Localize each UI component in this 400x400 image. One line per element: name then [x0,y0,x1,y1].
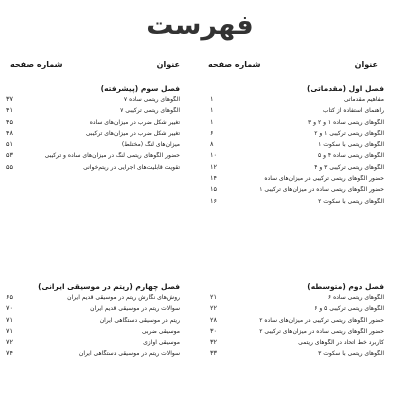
toc-entry-title: موسیقی ضربی [141,327,180,335]
toc-entry-page-number: ۱۵ [210,185,217,194]
chapter-title: فصل دوم (متوسطه) [307,282,384,291]
toc-entry-page-number: ۷۴ [6,349,13,358]
toc-entry-title: الگوهای ریتمی ترکیبی ۱ و ۲ [314,129,384,137]
toc-entry [210,317,386,328]
column-header-right [208,60,378,69]
toc-entry-title: روش‌های نگارش ریتم در موسیقی قدیم ایران [67,294,180,301]
toc-entry-title: الگوهای ریتمی با سکوت ۳ [318,350,384,358]
toc-entry-page-number: ۳۳ [210,349,217,358]
toc-entry-page-number: ۳۲ [210,338,217,347]
toc-entry [6,328,182,339]
toc-entry [210,294,386,305]
toc-entry-page-number: ۱۴ [210,174,217,183]
toc-entry [210,164,386,175]
toc-entry [6,141,182,152]
toc-entry-title: سوالات ریتم در موسیقی قدیم ایران [90,305,180,313]
toc-entry [6,294,182,305]
chapter-title: فصل اول (مقدماتی) [306,84,384,93]
toc-entry [210,328,386,339]
toc-entry-page-number: ۱ [210,95,214,103]
toc-entry-page-number: ۲۸ [210,315,217,324]
toc-entry [6,107,182,118]
toc-entry-title: سوالات ریتم در موسیقی دستگاهی ایران [78,350,180,358]
toc-entry [210,175,386,186]
toc-entry-page-number: ۴۱ [6,106,13,115]
toc-entry [210,107,386,118]
chapter-1-section [210,84,386,209]
toc-entry-page-number: ۴۸ [6,128,13,137]
toc-entry-title: الگوهای ریتمی ترکیبی ۳ و ۴ [314,163,384,171]
toc-entry [6,350,182,361]
toc-entry [210,339,386,350]
title-column-label: عنوان [354,60,378,69]
toc-entry [210,141,386,152]
toc-entry-title: کاربرد خط اتحاد در الگوهای ریتمی [298,339,384,347]
toc-entry-title: الگوهای ریتمی ترکیبی ۵ و ۶ [314,305,384,313]
toc-entry [210,305,386,316]
toc-entry-page-number: ۱۶ [210,196,217,205]
toc-entry [210,130,386,141]
toc-entry-page-number: ۵۵ [6,162,13,171]
toc-entry-page-number: ۲۱ [210,293,217,301]
toc-entry-title: حضور الگوهای ریتمی ساده در میزان‌های ترکیبی ۲ [259,327,384,335]
chapter-title: فصل سوم (پیشرفته) [100,84,180,93]
title-column-label: عنوان [156,60,180,69]
chapter-2-section [210,282,386,362]
toc-entry-page-number: ۳۷ [6,95,13,103]
toc-entry-title: میزان‌های لنگ (مختلط) [121,141,180,149]
toc-entry-title: الگوهای ریتمی ساده ۴ و ۵ [317,152,384,160]
toc-entry-page-number: ۱ [210,117,214,126]
column-header-left [10,60,180,69]
toc-entry [6,130,182,141]
toc-entry-page-number: ۱ [210,106,214,115]
toc-entry-page-number: ۲۲ [210,304,217,313]
toc-entry [6,339,182,350]
toc-entry-title: الگوهای ریتمی ساده ۱ و ۲ و ۳ [308,118,384,126]
toc-entry-title: تقویت قابلیت‌های اجرایی در ریتم‌خوانی [83,163,180,171]
toc-entry [210,186,386,197]
toc-entry-title: الگوهای ریتمی ساده ۶ [327,294,384,301]
toc-entry-title: حضور الگوهای ریتمی ترکیبی در میزان‌های ساده ۲ [259,316,384,324]
toc-entry-title: موسیقی آوازی [143,339,180,347]
toc-entry-page-number: ۵۱ [6,140,13,149]
toc-entry-page-number: ۳۰ [210,326,217,335]
toc-entry-page-number: ۷۱ [6,326,13,335]
toc-entry-title: ریتم در موسیقی دستگاهی ایران [99,316,180,324]
toc-entry-title: مفاهیم مقدماتی [343,96,384,103]
chapter-title: فصل چهارم (ریتم در موسیقی ایرانی) [38,282,180,291]
toc-entry [210,96,386,107]
toc-entry-title: راهنمای استفاده از کتاب [322,107,384,115]
toc-entry [6,317,182,328]
chapter-4-section [6,282,182,362]
toc-entry-page-number: ۵۳ [6,151,13,160]
toc-entry [210,198,386,209]
toc-entry-title: حضور الگوهای ریتمی ترکیبی در میزان‌های ساده [264,175,384,183]
toc-entry-page-number: ۷۱ [6,315,13,324]
page-title: فهرست [146,10,254,41]
toc-entry-title: تغییر شکل ضرب در میزان‌های ساده [89,118,180,126]
toc-entry [6,164,182,175]
toc-entry-title: حضور الگوهای ریتمی لنگ در میزان‌های ساده و ترکیبی [44,152,180,160]
page-number-column-label: شماره صفحه [10,60,63,69]
toc-entry-page-number: ۸ [210,140,214,149]
toc-entry [210,119,386,130]
toc-entry [6,119,182,130]
toc-entry-title: الگوهای ریتمی ساده ۷ [123,96,180,103]
toc-entry-title: حضور الگوهای ریتمی ساده در میزان‌های ترکیبی ۱ [259,186,384,194]
page-number-column-label: شماره صفحه [208,60,261,69]
toc-entry-title: الگوهای ریتمی با سکوت ۲ [318,197,384,205]
toc-entry-title: تغییر شکل ضرب در میزان‌های ترکیبی [85,129,180,137]
toc-entry [210,350,386,361]
toc-entry [210,152,386,163]
toc-entry-page-number: ۷۰ [6,304,13,313]
toc-entry [6,152,182,163]
toc-entry-page-number: ۷۲ [6,338,13,347]
toc-entry-title: الگوهای ریتمی با سکوت ۱ [318,141,384,149]
toc-entry-page-number: ۶ [210,128,214,137]
toc-entry-page-number: ۱۲ [210,162,217,171]
chapter-3-section [6,84,182,175]
toc-entry [6,305,182,316]
toc-entry [6,96,182,107]
toc-entry-page-number: ۶۵ [6,293,13,301]
toc-entry-page-number: ۴۵ [6,117,13,126]
toc-entry-title: الگوهای ریتمی ترکیبی ۷ [120,107,180,115]
toc-entry-page-number: ۱۰ [210,151,217,160]
